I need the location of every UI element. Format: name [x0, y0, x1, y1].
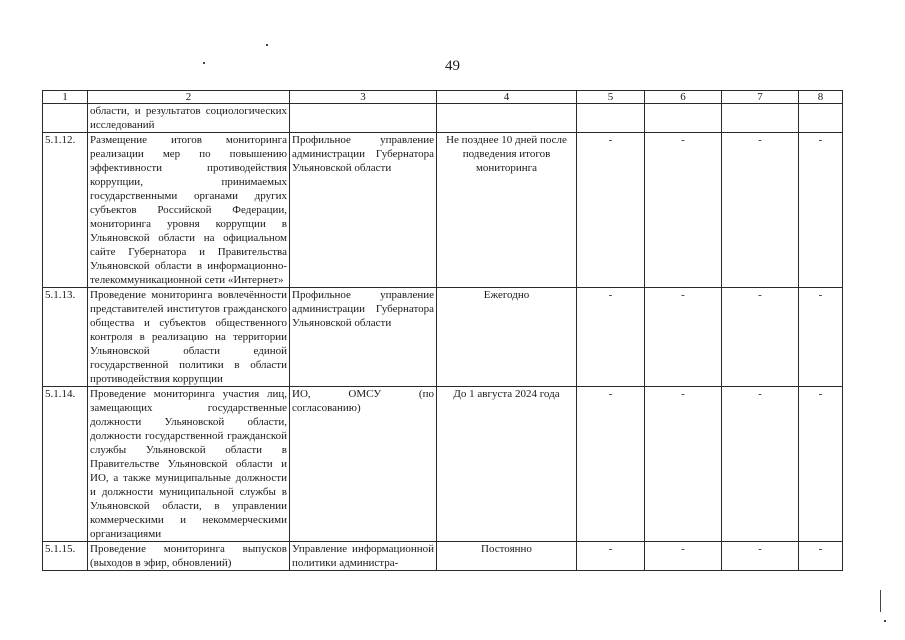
row-number: [43, 104, 88, 133]
scan-speck: [203, 62, 205, 64]
funding-col-8: -: [799, 542, 843, 571]
responsible-text: [290, 104, 437, 133]
col-header-2: 2: [88, 91, 290, 104]
row-number: 5.1.14.: [43, 387, 88, 542]
funding-col-6: -: [645, 133, 722, 288]
responsible-text: Управление информационной политики администра-: [290, 542, 437, 571]
responsible-text: ИО, ОМСУ (по согласованию): [290, 387, 437, 542]
col-header-3: 3: [290, 91, 437, 104]
plan-table: [42, 90, 843, 571]
table-row: [43, 387, 843, 542]
col-header-6: 6: [645, 91, 722, 104]
deadline-text: [437, 104, 577, 133]
scan-edge-mark: [884, 620, 886, 622]
deadline-text: Постоянно: [437, 542, 577, 571]
col-header-8: 8: [799, 91, 843, 104]
row-number: 5.1.15.: [43, 542, 88, 571]
funding-col-7: [722, 104, 799, 133]
measure-text: Проведение мониторинга участия лиц, замещающих государственные должности Ульяновской области, должности государственной гражданской службы Ульяновской области в Правительстве Ульяновской области и ИО, а также муниципальные должности и должности муниципальной службы в Ульяновской области, в управлении коммерческими и некоммерческими организациями: [88, 387, 290, 542]
funding-col-8: -: [799, 288, 843, 387]
funding-col-8: -: [799, 133, 843, 288]
measure-text: Проведение мониторинга вовлечённости представителей институтов гражданского общества и субъектов общественного контроля в реализацию на территории Ульяновской области единой государственной политики в области противодействия коррупции: [88, 288, 290, 387]
deadline-text: Не позднее 10 дней после подведения итогов мониторинга: [437, 133, 577, 288]
page-number: 49: [445, 58, 460, 74]
col-header-7: 7: [722, 91, 799, 104]
table-row: [43, 133, 843, 288]
measure-text: Размещение итогов мониторинга реализации мер по повышению эффективности противодействия коррупции, принимаемых государственными органами других субъектов Российской Федерации, мониторинга уровня коррупции в Ульяновской области на официальном сайте Губернатора и Правительства Ульяновской области в информационно-телекоммуникационной сети «Интернет»: [88, 133, 290, 288]
funding-col-6: -: [645, 542, 722, 571]
funding-col-7: -: [722, 387, 799, 542]
deadline-text: До 1 августа 2024 года: [437, 387, 577, 542]
scan-speck: [266, 44, 268, 46]
responsible-text: Профильное управление администрации Губернатора Ульяновской области: [290, 133, 437, 288]
scan-edge-mark: [880, 590, 881, 612]
funding-col-6: [645, 104, 722, 133]
funding-col-5: -: [577, 133, 645, 288]
funding-col-5: -: [577, 387, 645, 542]
funding-col-5: -: [577, 288, 645, 387]
funding-col-6: -: [645, 387, 722, 542]
funding-col-7: -: [722, 133, 799, 288]
col-header-4: 4: [437, 91, 577, 104]
funding-col-5: -: [577, 542, 645, 571]
funding-col-7: -: [722, 288, 799, 387]
funding-col-8: -: [799, 387, 843, 542]
table-row-continuation: [43, 104, 843, 133]
responsible-text: Профильное управление администрации Губернатора Ульяновской области: [290, 288, 437, 387]
row-number: 5.1.12.: [43, 133, 88, 288]
column-number-row: [43, 91, 843, 104]
funding-col-5: [577, 104, 645, 133]
table-row: [43, 288, 843, 387]
col-header-5: 5: [577, 91, 645, 104]
funding-col-7: -: [722, 542, 799, 571]
deadline-text: Ежегодно: [437, 288, 577, 387]
funding-col-6: -: [645, 288, 722, 387]
funding-col-8: [799, 104, 843, 133]
row-number: 5.1.13.: [43, 288, 88, 387]
measure-text: Проведение мониторинга выпусков (выходов в эфир, обновлений): [88, 542, 290, 571]
col-header-1: 1: [43, 91, 88, 104]
table-row: [43, 542, 843, 571]
measure-text: области, и результатов социологических исследований: [88, 104, 290, 133]
